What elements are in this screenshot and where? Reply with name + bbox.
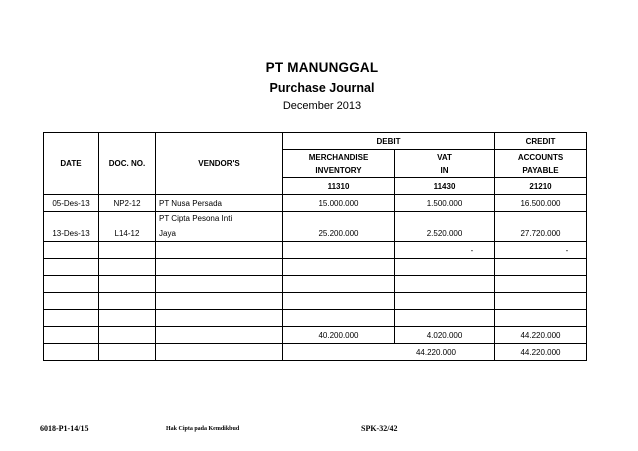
journal-title: Purchase Journal [269,81,375,95]
debit-header: DEBIT [283,133,495,150]
row-vendor: PT Nusa Persada [156,195,283,212]
doc-no-header: DOC. NO. [99,150,156,178]
row-date: 05-Des-13 [44,195,99,212]
merchandise-inventory-header: MERCHANDISE INVENTORY [283,150,395,178]
vendor-header: VENDOR'S [156,150,283,178]
row-payable-dash: - [495,242,587,259]
header-row-1 [44,133,587,150]
row-merchandise: 25.200.000 [283,212,395,242]
debit-total: 44.220.000 [283,344,495,361]
totals-row [44,327,587,344]
row-doc-no: L14-12 [99,212,156,242]
footer-copyright: Hak Cipta pada Kemdikbud [166,426,240,432]
table-row [44,293,587,310]
total-payable: 44.220.000 [495,327,587,344]
header-row-2 [44,150,587,178]
account-number-row [44,178,587,195]
table-row [44,212,587,242]
table-row [44,276,587,293]
credit-total: 44.220.000 [495,344,587,361]
row-vat: 1.500.000 [395,195,495,212]
vat-account-no: 11430 [395,178,495,195]
journal-period: December 2013 [282,100,362,112]
row-vat-dash: - [395,242,495,259]
total-vat: 4.020.000 [395,327,495,344]
table-row [44,242,587,259]
footer-page: SPK-32/42 [361,424,398,433]
purchase-journal-table [43,132,587,361]
row-doc-no: NP2-12 [99,195,156,212]
row-payable: 27.720.000 [495,212,587,242]
balance-row [44,344,587,361]
accounts-payable-header: ACCOUNTS PAYABLE [495,150,587,178]
table-row [44,259,587,276]
table-row [44,195,587,212]
vat-in-header: VAT IN [395,150,495,178]
ap-account-no: 21210 [495,178,587,195]
date-header: DATE [44,150,99,178]
row-vendor: PT Cipta Pesona Inti Jaya [156,212,283,242]
footer-code: 6018-P1-14/15 [40,424,89,433]
row-merchandise: 15.000.000 [283,195,395,212]
total-merchandise: 40.200.000 [283,327,395,344]
credit-header: CREDIT [495,133,587,150]
table-row [44,310,587,327]
merch-account-no: 11310 [283,178,395,195]
row-payable: 16.500.000 [495,195,587,212]
row-vat: 2.520.000 [395,212,495,242]
row-date: 13-Des-13 [44,212,99,242]
company-name: PT MANUNGGAL [265,60,379,75]
